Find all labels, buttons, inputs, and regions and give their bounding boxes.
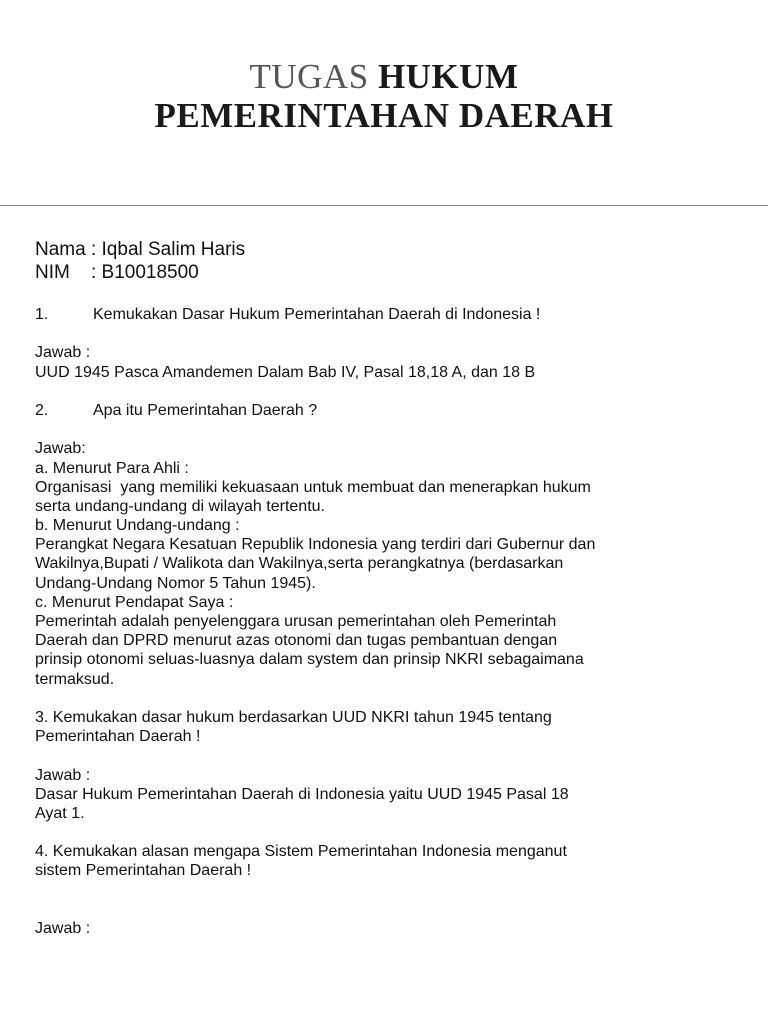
answer-3-label: Jawab : [35, 766, 91, 784]
answer-2c-heading: c. Menurut Pendapat Saya : [35, 593, 234, 611]
question-1 [35, 305, 735, 324]
question-2 [35, 401, 735, 420]
answer-1-label: Jawab : [35, 344, 91, 362]
answer-1-text: UUD 1945 Pasca Amandemen Dalam Bab IV, Pasal 18,18 A, dan 18 B [35, 363, 536, 381]
answer-2c-line: Daerah dan DPRD menurut azas otonomi dan tugas pembantuan dengan [35, 632, 558, 650]
header-divider [0, 205, 768, 206]
student-info [35, 238, 245, 284]
answer-2a-line: serta undang-undang di wilayah tertentu. [35, 497, 325, 515]
question-1-number: 1. [35, 306, 49, 323]
answer-3-line: Dasar Hukum Pemerintahan Daerah di Indonesia yaitu UUD 1945 Pasal 18 [35, 785, 569, 803]
question-1-text: Kemukakan Dasar Hukum Pemerintahan Daerah di Indonesia ! [93, 306, 541, 323]
question-3-line: 3. Kemukakan dasar hukum berdasarkan UUD NKRI tahun 1945 tentang [35, 708, 552, 726]
answer-2b-heading: b. Menurut Undang-undang : [35, 517, 240, 535]
title-tugas: TUGAS [249, 57, 369, 96]
question-3-line: Pemerintahan Daerah ! [35, 728, 201, 746]
answer-2b-line: Undang-Undang Nomor 5 Tahun 1945). [35, 574, 316, 592]
student-nim-row: NIM : B10018500 [35, 262, 199, 283]
answer-4-label: Jawab : [35, 920, 91, 937]
question-2-number: 2. [35, 401, 49, 419]
title-hukum: HUKUM [377, 57, 519, 96]
question-4-line: sistem Pemerintahan Daerah ! [35, 862, 252, 880]
answer-2c-line: Pemerintah adalah penyelenggara urusan pemerintahan oleh Pemerintah [35, 613, 557, 630]
student-name-row: Nama : Iqbal Salim Haris [35, 239, 246, 260]
title-line-2: PEMERINTAHAN DAERAH [154, 96, 614, 135]
question-4-line: 4. Kemukakan alasan mengapa Sistem Pemerintahan Indonesia menganut [35, 843, 567, 861]
nim-label: NIM [35, 262, 70, 283]
answer-2a-line: Organisasi yang memiliki kekuasaan untuk membuat dan menerapkan hukum [35, 478, 591, 496]
nim-value: B10018500 [101, 262, 199, 283]
name-label: Nama [35, 239, 86, 260]
answer-2b-line: Perangkat Negara Kesatuan Republik Indonesia yang terdiri dari Gubernur dan [35, 536, 596, 554]
name-value: Iqbal Salim Haris [101, 239, 246, 260]
answer-2-label: Jawab: [35, 440, 86, 458]
title-line-1 [0, 57, 768, 97]
answer-3-line: Ayat 1. [35, 804, 85, 822]
document-header [0, 0, 768, 206]
answer-2c-line: termaksud. [35, 670, 115, 688]
answer-2c-line: prinsip otonomi seluas-luasnya dalam system dan prinsip NKRI sebagaimana [35, 651, 584, 669]
answer-2b-line: Wakilnya,Bupati / Walikota dan Wakilnya,serta perangkatnya (berdasarkan [35, 555, 564, 573]
answer-2a-heading: a. Menurut Para Ahli : [35, 459, 189, 477]
question-2-text: Apa itu Pemerintahan Daerah ? [93, 401, 318, 419]
document-body [35, 305, 735, 938]
